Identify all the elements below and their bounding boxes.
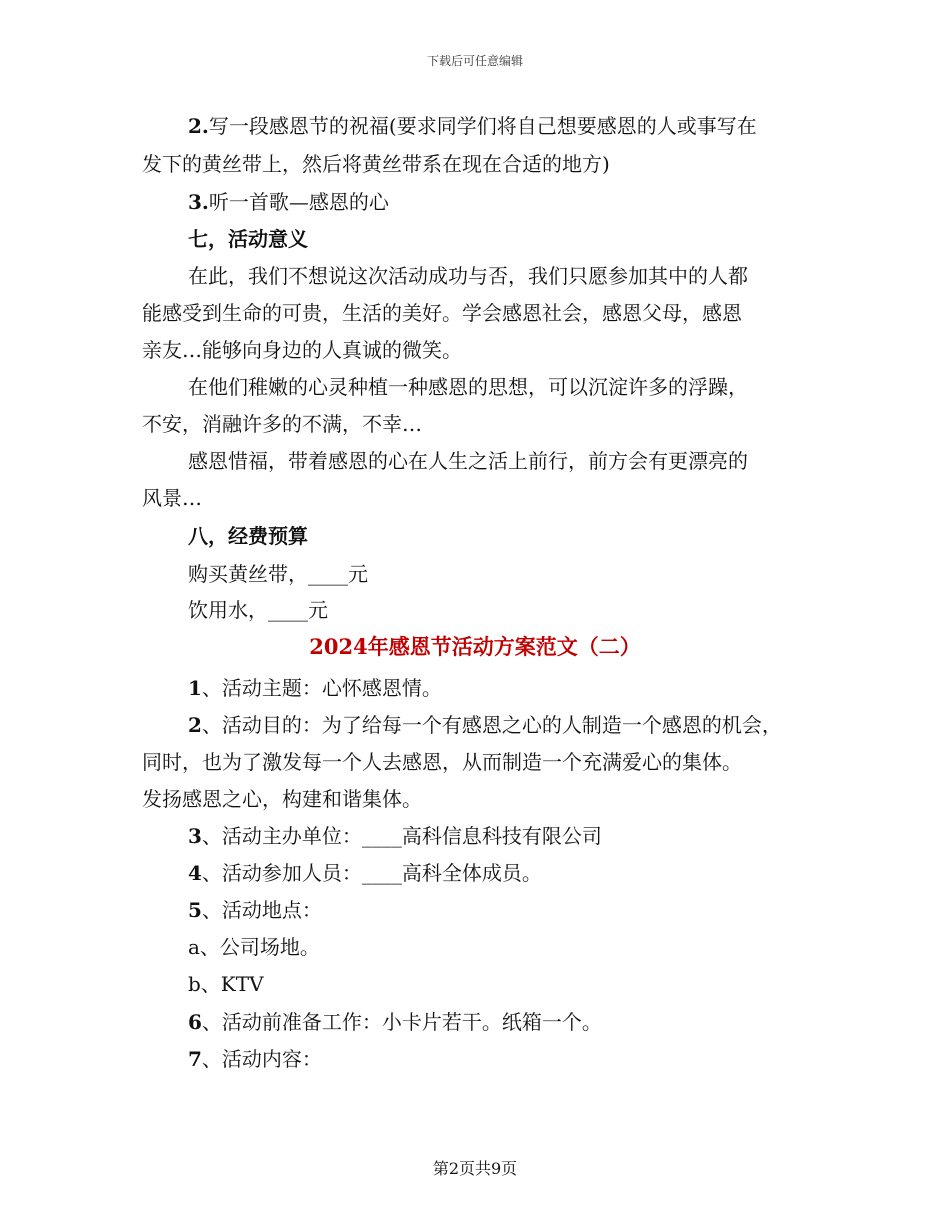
list-item <box>188 859 542 887</box>
paragraph-line: 风景… <box>142 486 202 510</box>
list-item <box>188 822 602 850</box>
item-text: 、活动主题：心怀感恩情。 <box>201 676 442 700</box>
page-footer: 第2页共9页 <box>432 1159 518 1178</box>
item-number: 6 <box>188 1010 202 1034</box>
page-header: 下载后可任意编辑 <box>426 54 523 68</box>
item-text: 、活动参加人员：____高科全体成员。 <box>201 861 542 885</box>
paragraph-line: 在此，我们不想说这次活动成功与否，我们只愿参加其中的人都 <box>188 264 748 288</box>
paragraph-line: 不安，消融许多的不满，不幸… <box>142 412 422 436</box>
item-text: 、活动前准备工作：小卡片若干。纸箱一个。 <box>201 1010 602 1034</box>
paragraph-line: 亲友…能够向身边的人真诚的微笑。 <box>142 338 462 362</box>
paragraph-line: 发扬感恩之心，构建和谐集体。 <box>142 787 422 811</box>
paragraph-line: 发下的黄丝带上，然后将黄丝带系在现在合适的地方) <box>142 152 610 176</box>
list-item <box>188 1008 602 1036</box>
list-item <box>188 896 322 924</box>
item-text: 、活动地点： <box>201 898 322 922</box>
item-number: 4 <box>188 861 202 885</box>
item-text: 、活动主办单位：____高科信息科技有限公司 <box>201 824 602 848</box>
item-number: 3 <box>188 824 202 848</box>
item-text: 、活动目的：为了给每一个有感恩之心的人制造一个感恩的机会， <box>201 713 782 737</box>
list-item: a、公司场地。 <box>188 935 320 959</box>
list-item <box>188 1045 322 1073</box>
item-number: 5 <box>188 898 202 922</box>
item-number: 2. <box>188 114 209 138</box>
paragraph-line: 在他们稚嫩的心灵种植一种感恩的思想，可以沉淀许多的浮躁， <box>188 375 748 399</box>
section-heading: 七，活动意义 <box>188 227 308 251</box>
item-number: 7 <box>188 1047 202 1071</box>
paragraph-line: 能感受到生命的可贵，生活的美好。学会感恩社会，感恩父母，感恩 <box>142 301 742 325</box>
section-title: 2024年感恩节活动方案范文（二） <box>309 634 641 659</box>
paragraph-line: 饮用水，____元 <box>188 598 328 622</box>
list-item <box>188 188 389 216</box>
item-number: 1 <box>188 676 202 700</box>
item-number: 3. <box>188 190 209 214</box>
item-text: 、活动内容： <box>201 1047 322 1071</box>
list-item <box>188 674 442 702</box>
paragraph-line: 购买黄丝带，____元 <box>188 562 368 586</box>
list-item <box>188 711 782 739</box>
item-number: 2 <box>188 713 202 737</box>
item-text: 听一首歌—感恩的心 <box>208 190 389 214</box>
item-text: 写一段感恩节的祝福(要求同学们将自己想要感恩的人或事写在 <box>208 114 757 138</box>
section-heading: 八，经费预算 <box>188 524 308 548</box>
paragraph-line: 感恩惜福，带着感恩的心在人生之活上前行，前方会有更漂亮的 <box>188 449 748 473</box>
list-item: b、KTV <box>188 972 264 996</box>
list-item <box>188 112 757 140</box>
paragraph-line: 同时，也为了激发每一个人去感恩，从而制造一个充满爱心的集体。 <box>142 750 742 774</box>
